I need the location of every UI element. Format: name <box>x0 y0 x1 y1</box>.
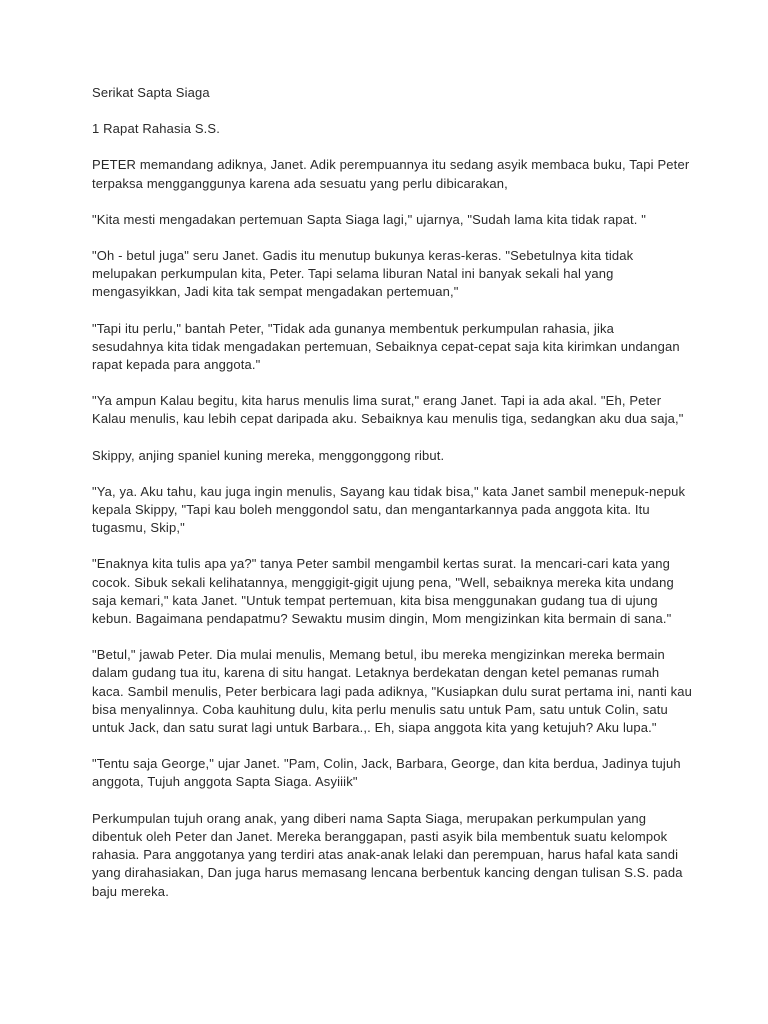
text-line: Skippy, anjing spaniel kuning mereka, menggonggong ribut. <box>92 447 445 463</box>
text-line: Perkumpulan tujuh orang anak, yang diberi nama Sapta Siaga, merupakan perkumpulan yang <box>92 810 647 826</box>
text-line: sesudahnya kita tidak mengadakan pertemuan, Sebaiknya cepat-cepat saja kita kirimkan undangan <box>92 338 680 354</box>
text-line: tugasmu, Skip," <box>92 520 185 536</box>
text-line: kaca. Sambil menulis, Peter berbicara lagi pada adiknya, "Kusiapkan dulu surat pertama ini, nanti kau <box>92 683 693 699</box>
document-title <box>92 84 692 102</box>
chapter-heading <box>92 120 692 138</box>
text-line: "Tapi itu perlu," bantah Peter, "Tidak ada gunanya membentuk perkumpulan rahasia, jika <box>92 320 615 336</box>
body-paragraph <box>92 156 692 192</box>
text-line: kepala Skippy, "Tapi kau boleh menggondol satu, dan mengantarkannya pada anggota kita. Itu <box>92 502 650 518</box>
body-paragraph <box>92 646 692 737</box>
text-line: kebun. Bagaimana pendapatmu? Sewaktu musim dingin, Mom mengizinkan kita bermain di sana." <box>92 611 672 627</box>
text-line: baju mereka. <box>92 883 169 899</box>
text-line: "Tentu saja George," ujar Janet. "Pam, Colin, Jack, Barbara, George, dan kita berdua, Jadinya tujuh <box>92 756 681 772</box>
body-paragraph <box>92 320 692 375</box>
body-paragraph <box>92 810 692 901</box>
text-line: 1 Rapat Rahasia S.S. <box>92 121 221 137</box>
body-paragraph <box>92 555 692 628</box>
text-line: cocok. Sibuk sekali kelihatannya, menggigit-gigit ujung pena, "Well, sebaiknya mereka kita undang <box>92 574 674 590</box>
text-line: saja kemari," kata Janet. "Untuk tempat pertemuan, kita bisa menggunakan gudang tua di ujung <box>92 592 658 608</box>
body-paragraph <box>92 211 692 229</box>
body-paragraph <box>92 247 692 302</box>
body-paragraph <box>92 392 692 428</box>
text-line: "Ya ampun Kalau begitu, kita harus menulis lima surat," erang Janet. Tapi ia ada akal. "Eh, Peter <box>92 393 662 409</box>
text-line: rahasia. Para anggotanya yang terdiri atas anak-anak lelaki dan perempuan, harus hafal kata sandi <box>92 847 679 863</box>
text-line: dibentuk oleh Peter dan Janet. Mereka beranggapan, pasti asyik bila membentuk suatu kelompok <box>92 828 668 844</box>
text-line: terpaksa mengganggunya karena ada sesuatu yang perlu dibicarakan, <box>92 175 508 191</box>
text-line: melupakan perkumpulan kita, Peter. Tapi selama liburan Natal ini banyak sekali hal yang <box>92 266 614 282</box>
body-paragraph <box>92 447 692 465</box>
text-line: "Enaknya kita tulis apa ya?" tanya Peter sambil mengambil kertas surat. Ia mencari-cari kata yang <box>92 556 670 572</box>
text-line: "Betul," jawab Peter. Dia mulai menulis, Memang betul, ibu mereka mengizinkan mereka bermain <box>92 647 665 663</box>
text-line: Serikat Sapta Siaga <box>92 85 210 100</box>
text-line: bisa menyalinnya. Coba kauhitung dulu, kita perlu menulis satu untuk Pam, satu untuk Colin, satu <box>92 701 668 717</box>
body-paragraph <box>92 483 692 538</box>
text-line: mengasyikkan, Jadi kita tak sempat mengadakan pertemuan," <box>92 284 459 300</box>
text-line: anggota, Tujuh anggota Sapta Siaga. Asyiiik" <box>92 774 358 790</box>
text-line: Kalau menulis, kau lebih cepat daripada aku. Sebaiknya kau menulis tiga, sedangkan aku dua saja," <box>92 411 684 427</box>
text-line: rapat kepada para anggota." <box>92 357 261 373</box>
text-line: "Oh - betul juga" seru Janet. Gadis itu menutup bukunya keras-keras. "Sebetulnya kita tidak <box>92 248 634 264</box>
text-line: "Kita mesti mengadakan pertemuan Sapta Siaga lagi," ujarnya, "Sudah lama kita tidak rapat. " <box>92 211 647 227</box>
text-line: PETER memandang adiknya, Janet. Adik perempuannya itu sedang asyik membaca buku, Tapi Peter <box>92 157 690 173</box>
text-line: untuk Jack, dan satu surat lagi untuk Barbara.,. Eh, siapa anggota kita yang ketujuh? Aku lupa." <box>92 720 657 736</box>
text-line: dalam gudang tua itu, karena di situ hangat. Letaknya berdekatan dengan ketel pemanas rumah <box>92 665 660 681</box>
document-body <box>92 84 692 919</box>
text-line: "Ya, ya. Aku tahu, kau juga ingin menulis, Sayang kau tidak bisa," kata Janet sambil menepuk-nepuk <box>92 483 686 499</box>
text-line: yang dirahasiakan, Dan juga harus memasang lencana berbentuk kancing dengan tulisan S.S. pada <box>92 865 683 881</box>
body-paragraph <box>92 755 692 791</box>
